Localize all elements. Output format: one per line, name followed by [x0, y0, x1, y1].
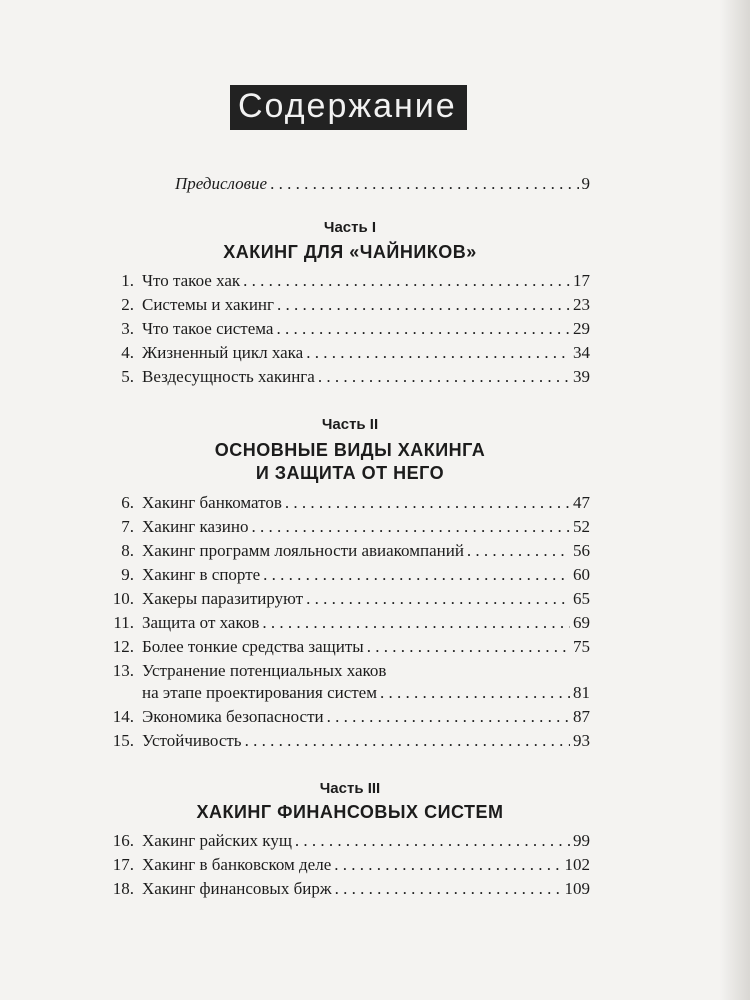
part-3-label: Часть III	[319, 780, 381, 797]
entry-label: Системы и хакинг	[142, 295, 274, 314]
part-1-title: ХАКИНГ ДЛЯ «ЧАЙНИКОВ»	[223, 242, 477, 262]
entry-label: Экономика безопасности	[142, 707, 324, 726]
toc-entry	[110, 366, 590, 388]
page-spine-shadow	[720, 0, 750, 1000]
leader-dots	[318, 366, 570, 388]
leader-dots	[295, 830, 570, 852]
toc-entry-preface	[175, 173, 590, 195]
entry-page: 93	[573, 731, 590, 750]
leader-dots	[245, 730, 570, 752]
entry-number: 11.	[113, 613, 134, 632]
leader-dots	[270, 173, 578, 195]
leader-dots	[327, 706, 570, 728]
toc-entry	[110, 318, 590, 340]
entry-page: 60	[573, 565, 590, 584]
entry-label: Более тонкие средства защиты	[142, 637, 364, 656]
entry-page: 52	[573, 517, 590, 536]
leader-dots	[263, 564, 570, 586]
leader-dots	[334, 854, 561, 876]
entry-label: Защита от хаков	[142, 613, 260, 632]
toc-entry-line2	[110, 682, 590, 704]
entry-page: 29	[573, 319, 590, 338]
entry-label: Предисловие	[175, 174, 268, 193]
entry-page: 65	[573, 589, 590, 608]
entry-label: Устранение потенциальных хаков	[142, 661, 387, 680]
entry-label: Хакеры паразитируют	[142, 589, 304, 608]
toc-entry	[110, 830, 590, 852]
entry-label: Вездесущность хакинга	[142, 367, 315, 386]
entry-number: 1.	[121, 271, 134, 290]
entry-label: Жизненный цикл хака	[142, 343, 304, 362]
leader-dots	[306, 588, 570, 610]
entry-number: 12.	[112, 637, 134, 656]
toc-entry	[110, 878, 590, 900]
entry-page: 9	[581, 174, 590, 193]
page-title: Содержание	[230, 85, 467, 130]
entry-page: 39	[573, 367, 590, 386]
entry-label-continued: на этапе проектирования систем	[142, 683, 377, 702]
entry-number: 16.	[112, 831, 134, 850]
entry-number: 13.	[112, 661, 134, 680]
entry-number: 18.	[112, 879, 134, 898]
entry-number: 3.	[121, 319, 134, 338]
toc-entry	[110, 564, 590, 586]
part-1-label: Часть I	[323, 219, 377, 236]
entry-number: 5.	[121, 367, 134, 386]
entry-label: Что такое хак	[142, 271, 241, 290]
leader-dots	[285, 492, 570, 514]
leader-dots	[251, 516, 570, 538]
entry-number: 17.	[112, 855, 134, 874]
leader-dots	[306, 342, 570, 364]
entry-label: Хакинг в спорте	[142, 565, 261, 584]
entry-page: 47	[573, 493, 590, 512]
entry-label: Устойчивость	[142, 731, 242, 750]
entry-label: Хакинг финансовых бирж	[142, 879, 332, 898]
entry-label: Хакинг райских кущ	[142, 831, 292, 850]
entry-page: 109	[564, 879, 590, 898]
part-2-label: Часть II	[321, 416, 379, 433]
toc-entry	[110, 730, 590, 752]
entry-page: 81	[573, 683, 590, 702]
entry-label: Хакинг казино	[142, 517, 249, 536]
leader-dots	[467, 540, 570, 562]
part-2-title-line2: И ЗАЩИТА ОТ НЕГО	[255, 463, 445, 483]
entry-page: 87	[573, 707, 590, 726]
entry-label: Хакинг программ лояльности авиакомпаний	[142, 541, 464, 560]
toc-entry	[110, 854, 590, 876]
toc-entry	[110, 516, 590, 538]
entry-number: 2.	[121, 295, 134, 314]
toc-entry	[110, 540, 590, 562]
entry-page: 23	[573, 295, 590, 314]
leader-dots	[262, 612, 570, 634]
toc-entry	[110, 612, 590, 634]
leader-dots	[367, 636, 570, 658]
entry-page: 102	[564, 855, 590, 874]
toc-entry	[110, 294, 590, 316]
toc-entry	[110, 342, 590, 364]
entry-number: 9.	[121, 565, 134, 584]
entry-number: 10.	[112, 589, 134, 608]
entry-number: 14.	[112, 707, 134, 726]
entry-label: Хакинг банкоматов	[142, 493, 282, 512]
entry-page: 99	[573, 831, 590, 850]
entry-label: Хакинг в банковском деле	[142, 855, 332, 874]
entry-page: 69	[573, 613, 590, 632]
entry-number: 6.	[121, 493, 134, 512]
toc-entry-line1	[110, 660, 590, 682]
leader-dots	[380, 682, 570, 704]
toc-entry	[110, 492, 590, 514]
toc-entry	[110, 636, 590, 658]
toc-entry	[110, 270, 590, 292]
part-2-title-line1: ОСНОВНЫЕ ВИДЫ ХАКИНГА	[214, 440, 486, 460]
leader-dots	[335, 878, 562, 900]
entry-page: 34	[573, 343, 590, 362]
entry-page: 17	[573, 271, 590, 290]
entry-number: 15.	[112, 731, 134, 750]
entry-page: 56	[573, 541, 590, 560]
leader-dots	[276, 318, 570, 340]
entry-number: 8.	[121, 541, 134, 560]
leader-dots	[277, 294, 570, 316]
entry-number: 4.	[121, 343, 134, 362]
entry-label: Что такое система	[142, 319, 274, 338]
leader-dots	[243, 270, 570, 292]
toc-entry	[110, 706, 590, 728]
part-3-title: ХАКИНГ ФИНАНСОВЫХ СИСТЕМ	[196, 802, 504, 822]
entry-number: 7.	[121, 517, 134, 536]
entry-page: 75	[573, 637, 590, 656]
toc-entry	[110, 588, 590, 610]
